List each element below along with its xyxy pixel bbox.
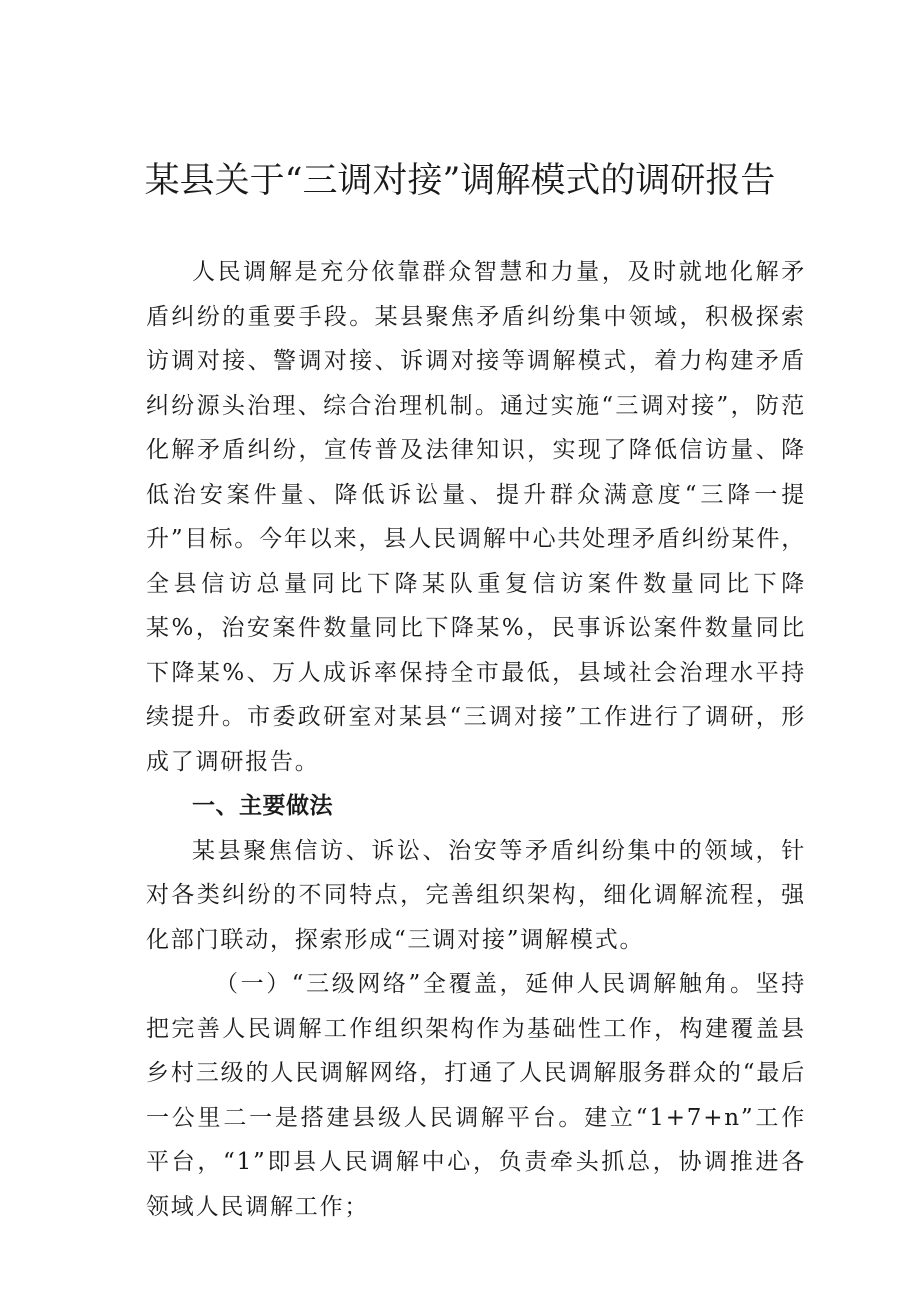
section-paragraph: 某县聚焦信访、诉讼、治安等矛盾纠纷集中的领域，针对各类纠纷的不同特点，完善组织架构，细化调解流程，强化部门联动，探索形成“三调对接”调解模式。 bbox=[146, 837, 806, 953]
section-heading-main-practices: 一、主要做法 bbox=[192, 793, 333, 819]
document-title: 某县关于“三调对接”调解模式的调研报告 bbox=[144, 161, 776, 201]
subsection-paragraph: （一）“三级网络”全覆盖，延伸人民调解触角。坚持把完善人民调解工作组织架构作为基础性工作，构建覆盖县乡村三级的人民调解网络，打通了人民调解服务群众的“最后一公里二一是搭建县级人民调解平台。建立“1+7+n”工作平台，“1”即县人民调解中心，负责牵头抓总，协调推进各领域人民调解工作； bbox=[146, 971, 806, 1220]
document-body bbox=[146, 250, 806, 1229]
intro-paragraph: 人民调解是充分依靠群众智慧和力量，及时就地化解矛盾纠纷的重要手段。某县聚焦矛盾纠纷集中领域，积极探索访调对接、警调对接、诉调对接等调解模式，着力构建矛盾纠纷源头治理、综合治理机制。通过实施“三调对接”，防范化解矛盾纠纷，宣传普及法律知识，实现了降低信访量、降低治安案件量、降低诉讼量、提升群众满意度“三降一提升”目标。今年以来，县人民调解中心共处理矛盾纠纷某件，全县信访总量同比下降某队重复信访案件数量同比下降某%，治安案件数量同比下降某%，民事诉讼案件数量同比下降某%、万人成诉率保持全市最低，县域社会治理水平持续提升。市委政研室对某县“三调对接”工作进行了调研，形成了调研报告。 bbox=[146, 259, 806, 775]
